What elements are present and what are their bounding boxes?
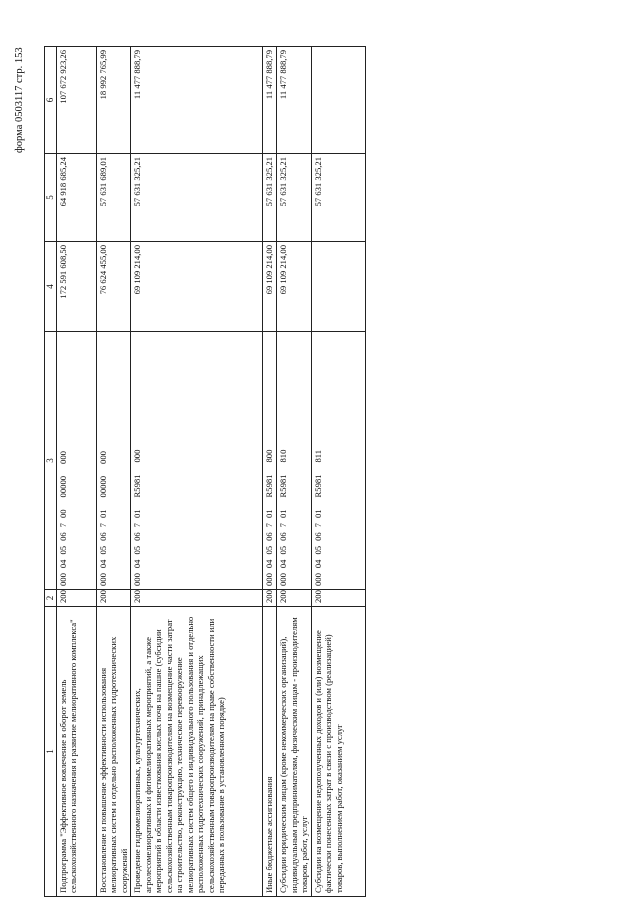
code-segment: 04 — [312, 559, 323, 569]
code-segment: 000 — [57, 451, 68, 464]
code-segment: R5981 — [312, 474, 323, 498]
executed-amount-cell: 57 631 689,01 — [96, 154, 130, 242]
unexecuted-amount-cell: 18 992 765,99 — [96, 47, 130, 154]
code-segment: 00000 — [97, 475, 108, 498]
code-segment: 811 — [312, 449, 323, 463]
code-segment: 01 — [97, 509, 108, 519]
column-header: 5 — [45, 154, 57, 242]
code-segment: 04 — [132, 559, 143, 569]
row-name-cell: Иные бюджетные ассигнования — [263, 607, 277, 897]
approved-amount-cell: 69 109 214,00 — [277, 242, 311, 332]
code-segment: 06 — [57, 532, 68, 541]
code-segment: 04 — [97, 559, 108, 569]
code-segment: 04 — [278, 559, 289, 569]
code-segment: 7 — [278, 523, 289, 528]
approved-amount-cell: 69 109 214,00 — [131, 242, 263, 332]
code-segment: 000 — [97, 573, 108, 586]
code-segment: 800 — [264, 449, 275, 463]
code-segment: 000 — [97, 451, 108, 464]
table-row — [131, 47, 263, 897]
code-segment: 01 — [264, 509, 275, 519]
column-header: 1 — [45, 607, 57, 897]
code-segment: 000 — [132, 449, 143, 463]
budget-code-cell — [263, 332, 277, 590]
code-segment: 810 — [278, 449, 289, 463]
code-segment: 05 — [264, 545, 275, 555]
code-segment: 000 — [132, 573, 143, 586]
code-segment: R5981 — [132, 474, 143, 498]
approved-amount-cell: 76 624 455,00 — [96, 242, 130, 332]
code-segment: 7 — [132, 523, 143, 528]
line-code-cell: 200 — [277, 590, 311, 607]
budget-code-cell — [311, 332, 365, 590]
line-code-cell: 200 — [96, 590, 130, 607]
budget-code-cell — [277, 332, 311, 590]
form-label: форма 0503117 стр. 153 — [14, 47, 25, 153]
line-code-cell: 200 — [131, 590, 263, 607]
code-segment: 01 — [312, 509, 323, 519]
code-segment: 000 — [264, 573, 275, 586]
line-code-cell: 200 — [263, 590, 277, 607]
code-segment: 000 — [278, 573, 289, 586]
code-segment: 00000 — [57, 475, 68, 498]
code-segment: 7 — [97, 523, 108, 528]
code-segment: 06 — [264, 532, 275, 541]
code-segment: 05 — [97, 545, 108, 555]
table-row — [263, 47, 277, 897]
budget-code-cell — [56, 332, 96, 590]
budget-code-cell — [96, 332, 130, 590]
approved-amount-cell — [311, 242, 365, 332]
executed-amount-cell: 57 631 325,21 — [311, 154, 365, 242]
approved-amount-cell: 172 591 608,50 — [56, 242, 96, 332]
row-name-cell: Подпрограмма "Эффективное вовлечение в оборот земель сельскохозяйственного назначения и развитие мелиоративного комплекса" — [56, 607, 96, 897]
executed-amount-cell: 57 631 325,21 — [277, 154, 311, 242]
code-segment: 06 — [312, 532, 323, 541]
table-row — [277, 47, 311, 897]
code-segment: 7 — [57, 523, 68, 528]
code-segment: 00 — [57, 509, 68, 519]
code-segment: R5981 — [278, 474, 289, 498]
executed-amount-cell: 57 631 325,21 — [263, 154, 277, 242]
column-header: 2 — [45, 590, 57, 607]
table-row — [56, 47, 96, 897]
code-segment: 06 — [278, 532, 289, 541]
unexecuted-amount-cell: 107 672 923,26 — [56, 47, 96, 154]
code-segment: 05 — [278, 545, 289, 555]
row-name-cell: Субсидии юридическим лицам (кроме некоммерческих организаций), индивидуальным предпринимателям, физическим лицам - производителям товаров, работ, услуг — [277, 607, 311, 897]
row-name-cell: Восстановление и повышение эффективности использования мелиоративных систем и отдельно расположенных гидротехнических сооружений — [96, 607, 130, 897]
budget-code-cell — [131, 332, 263, 590]
code-segment: 01 — [278, 509, 289, 519]
unexecuted-amount-cell: 11 477 888,79 — [277, 47, 311, 154]
table-row — [311, 47, 365, 897]
code-segment: 06 — [97, 532, 108, 541]
table-row — [96, 47, 130, 897]
column-header: 4 — [45, 242, 57, 332]
budget-report-table — [44, 46, 366, 897]
column-header: 3 — [45, 332, 57, 590]
approved-amount-cell: 69 109 214,00 — [263, 242, 277, 332]
code-segment: 05 — [132, 545, 143, 555]
executed-amount-cell: 64 918 685,24 — [56, 154, 96, 242]
code-segment: 000 — [312, 573, 323, 586]
executed-amount-cell: 57 631 325,21 — [131, 154, 263, 242]
line-code-cell: 200 — [311, 590, 365, 607]
row-name-cell: Субсидии на возмещение недополученных доходов и (или) возмещение фактически понесенных затрат в связи с производством (реализацией) товаров, выполнением работ, оказанием услуг — [311, 607, 365, 897]
code-segment: 7 — [312, 523, 323, 528]
code-segment: 000 — [57, 573, 68, 586]
code-segment: 06 — [132, 532, 143, 541]
code-segment: 05 — [312, 545, 323, 555]
row-name-cell: Проведение гидромелиоративных, культуртехнических, агролесомелиоративных и фитомелиоративных мероприятий, а также мероприятий в области известкования кислых почв на пашне (субсидии сельскохозяйственным товаропроизводителям на возмещение части затрат на строительство, реконструкцию, техническое перевооружение мелиоративных систем общего и индивидуального пользования и отдельно расположенных гидротехнических сооружений, принадлежащих сельскохозяйственным товаропроизводителям на праве собственности или переданных в пользование в установленном порядке) — [131, 607, 263, 897]
header-row — [45, 47, 57, 897]
code-segment: 05 — [57, 545, 68, 555]
table-body — [56, 47, 365, 897]
unexecuted-amount-cell: 11 477 888,79 — [263, 47, 277, 154]
code-segment: 7 — [264, 523, 275, 528]
column-header: 6 — [45, 47, 57, 154]
code-segment: 01 — [132, 509, 143, 519]
code-segment: 04 — [264, 559, 275, 569]
code-segment: R5981 — [264, 474, 275, 498]
line-code-cell: 200 — [56, 590, 96, 607]
unexecuted-amount-cell — [311, 47, 365, 154]
code-segment: 04 — [57, 559, 68, 569]
unexecuted-amount-cell: 11 477 888,79 — [131, 47, 263, 154]
